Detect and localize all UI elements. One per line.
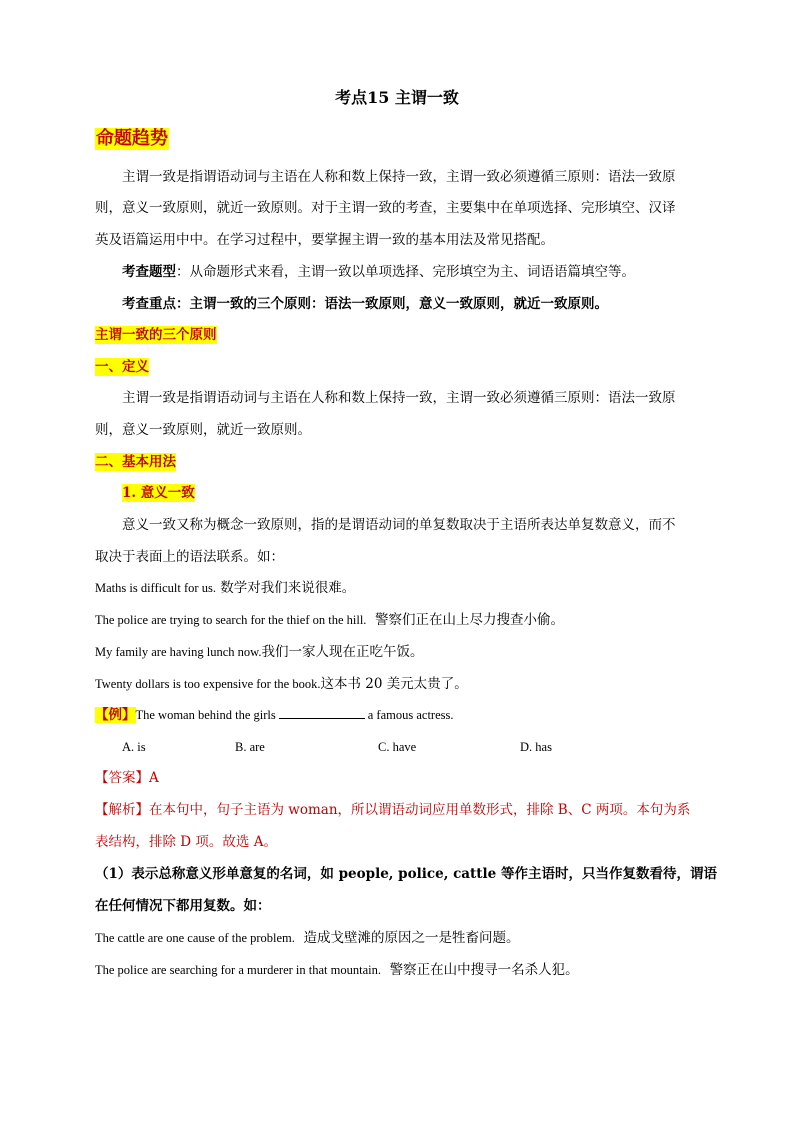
example-en: My family are having lunch now. [95, 645, 262, 659]
intro-line-3: 英及语篇运用中中。在学习过程中，要掌握主谓一致的基本用法及常见搭配。 [95, 232, 554, 248]
question-label: 【例】 [95, 707, 136, 723]
rule1-line-1: （1）表示总称意义形单意复的名词，如 people, police, cattle 等作主语时，只当作复数看待，谓语 [95, 866, 717, 882]
example-sentence [95, 611, 564, 629]
exam-focus: 考查重点：主谓一致的三个原则：语法一致原则，意义一致原则，就近一致原则。 [122, 296, 608, 312]
answer [95, 769, 159, 787]
definition-line-1: 主谓一致是指谓语动词与主语在人称和数上保持一致，主谓一致必须遵循三原则：语法一致原 [122, 390, 676, 406]
example-zh: 数学对我们来说很难。 [220, 580, 356, 596]
intro-line-1: 主谓一致是指谓语动词与主语在人称和数上保持一致，主谓一致必须遵循三原则：语法一致原 [122, 169, 676, 185]
exam-type-text: ：从命题形式来看，主谓一致以单项选择、完形填空为主、词语语篇填空等。 [176, 264, 635, 280]
exam-type-label: 考查题型 [122, 264, 176, 280]
definition-heading: 一、定义 [95, 359, 149, 375]
analysis-text: 在本句中，句子主语为 woman，所以谓语动词应用单数形式，排除 B、C 两项。本句为系 [149, 802, 691, 818]
example-en: Twenty dollars is too expensive for the book. [95, 677, 321, 691]
example-zh: 我们一家人现在正吃午饭。 [261, 644, 424, 660]
option-d: D. has [520, 740, 552, 754]
definition-line-2: 则，意义一致原则，就近一致原则。 [95, 422, 311, 438]
example-zh: 造成戈壁滩的原因之一是牲畜问题。 [303, 930, 520, 946]
example-en: The police are searching for a murderer in that mountain. [95, 963, 381, 977]
example-en: The police are trying to search for the thief on the hill. [95, 613, 367, 627]
meaning-subheading: 1. 意义一致 [122, 485, 195, 501]
example-en: The cattle are one cause of the problem. [95, 931, 295, 945]
example-sentence [95, 675, 468, 693]
example-sentence [95, 643, 424, 661]
answer-value: A [149, 770, 159, 786]
analysis-label: 【解析】 [95, 802, 149, 818]
option-c: C. have [378, 740, 417, 754]
exam-type [122, 263, 635, 281]
rule1-example [95, 961, 579, 979]
example-zh: 警察正在山中搜寻一名杀人犯。 [389, 962, 579, 978]
meaning-line-1: 意义一致又称为概念一致原则，指的是谓语动词的单复数取决于主语所表达单复数意义，而不 [122, 517, 676, 533]
example-zh: 警察们正在山上尽力搜查小偷。 [375, 612, 565, 628]
example-zh: 这本书 20 美元太贵了。 [320, 676, 468, 692]
meaning-line-2: 取决于表面上的语法联系。如： [95, 549, 284, 565]
option-b: B. are [235, 740, 265, 754]
question-stem-start: The woman behind the girls [135, 708, 276, 722]
rule1-example [95, 929, 520, 947]
rule1-line-2: 在任何情况下都用复数。如： [95, 898, 271, 914]
question-stem-end: a famous actress. [367, 708, 454, 722]
question [95, 706, 453, 724]
section-trend-heading: 命题趋势 [96, 128, 168, 149]
example-sentence [95, 579, 355, 597]
example-en: Maths is difficult for us. [95, 581, 216, 595]
option-a: A. is [122, 740, 146, 754]
intro-line-2: 则，意义一致原则，就近一致原则。对于主谓一致的考查，主要集中在单项选择、完形填空、汉译 [95, 200, 676, 216]
page-title: 考点15 主谓一致 [335, 88, 459, 107]
principles-heading: 主谓一致的三个原则 [95, 327, 217, 343]
analysis-line-2: 表结构，排除 D 项。故选 A。 [95, 834, 277, 850]
answer-blank [279, 706, 365, 719]
usage-heading: 二、基本用法 [95, 454, 176, 470]
answer-label: 【答案】 [95, 770, 149, 786]
analysis-line-1 [95, 801, 690, 819]
